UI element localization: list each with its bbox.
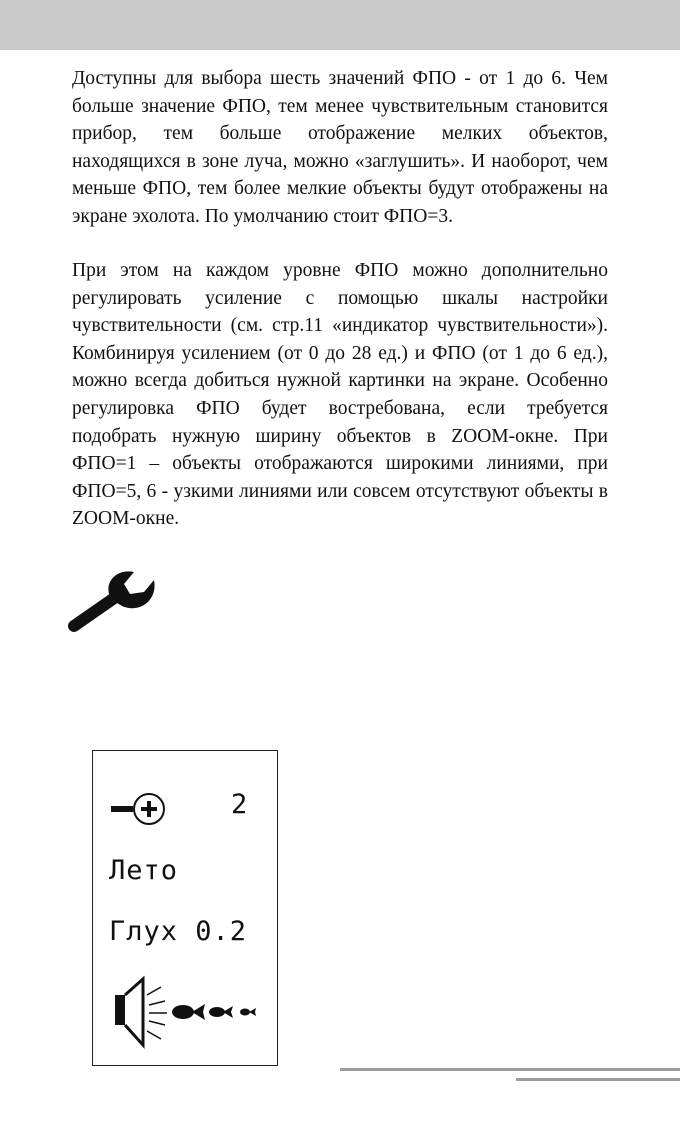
speaker-fish-icon bbox=[113, 973, 273, 1051]
footer-rule bbox=[340, 1068, 680, 1071]
lcd-screen bbox=[92, 750, 278, 1066]
gain-plus-icon bbox=[111, 792, 173, 826]
paragraph-fpo-gain: При этом на каждом уровне ФПО можно дополнительно регулировать усиление с помощью шкалы настройки чувствительности (см. стр.11 «индикатор чувствительности»). Комбинируя усилением (от 0 до 28 ед.) и ФПО (от 1 до 6 ед.), можно всегда добиться нужной картинки на экране. Особенно регулировка ФПО будет востребована, если требуется подобрать нужную ширину объектов в ZOOM-окне. При ФПО=1 – объекты отображаются широкими линиями, при ФПО=5, 6 - узкими линиями или совсем отсутствуют объекты в ZOOM-окне. bbox=[72, 260, 608, 530]
header-bar bbox=[0, 0, 680, 50]
footer-rule-short bbox=[516, 1078, 680, 1081]
depth-line: Глух 0.2 bbox=[109, 916, 248, 947]
wrench-icon bbox=[68, 566, 164, 632]
gain-value: 2 bbox=[231, 789, 249, 820]
paragraph-fpo-values: Доступны для выбора шесть значений ФПО - от 1 до 6. Чем больше значение ФПО, тем менее чувствительным становится прибор, тем больше отображение мелких объектов, находящихся в зоне луча, можно «заглушить». И наоборот, чем меньше ФПО, тем более мелкие объекты будут отображены на экране эхолота. По умолчанию стоит ФПО=3. bbox=[72, 68, 608, 227]
mode-label: Лето bbox=[109, 855, 179, 886]
